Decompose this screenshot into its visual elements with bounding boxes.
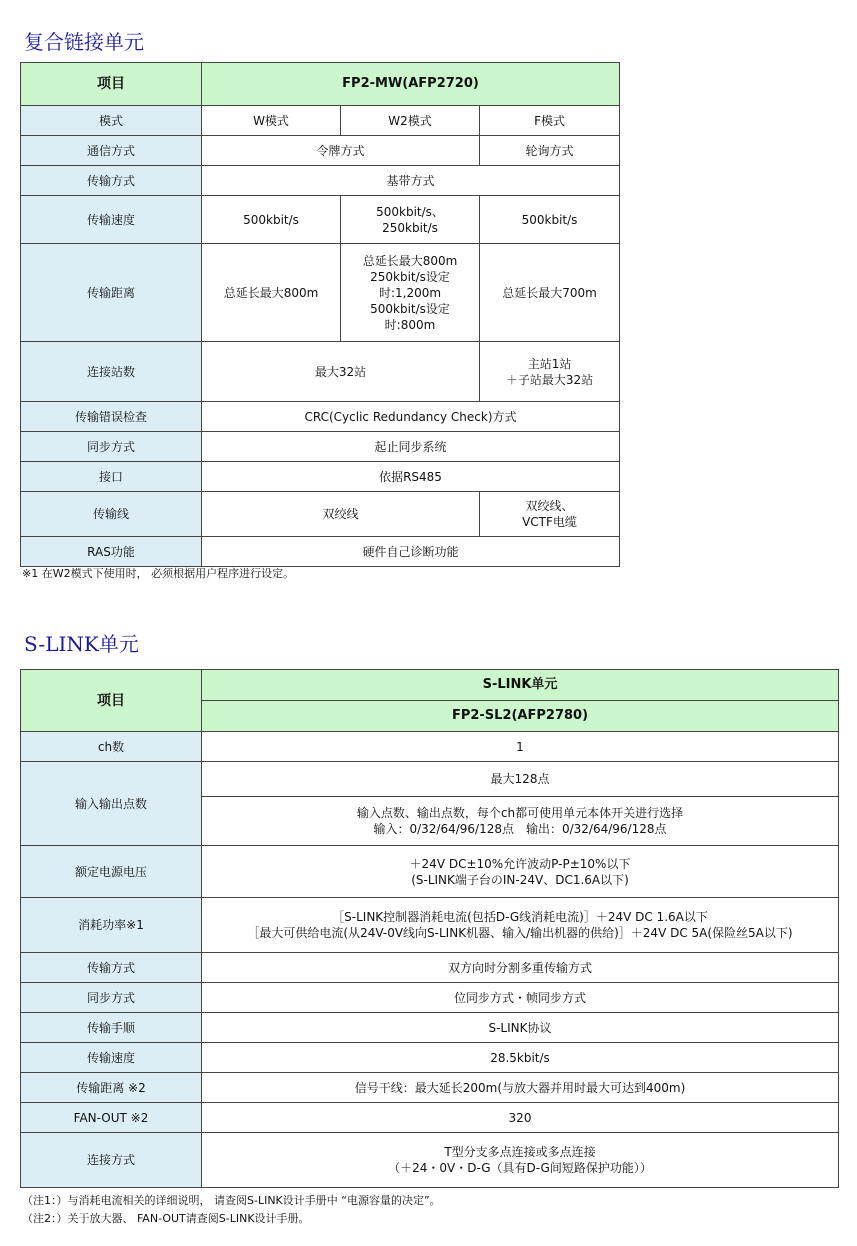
row-label: RAS功能 (21, 537, 202, 567)
cell-value: 信号干线：最大延长200m(与放大器并用时最大可达到400m) (202, 1073, 839, 1103)
cell-value: 最大128点 (202, 762, 839, 797)
cell-value: S-LINK协议 (202, 1013, 839, 1043)
cell-value: 500kbit/s (202, 196, 341, 244)
cell-value: 位同步方式・帧同步方式 (202, 983, 839, 1013)
table-row (21, 342, 620, 402)
footnote: ※1 在W2模式下使用时， 必须根据用户程序进行设定。 (22, 567, 295, 580)
cell-value: 主站1站 ＋子站最大32站 (480, 342, 620, 402)
row-label: 模式 (21, 106, 202, 136)
row-label: 连接站数 (21, 342, 202, 402)
cell-value: 硬件自己诊断功能 (202, 537, 620, 567)
table-row (21, 1013, 839, 1043)
cell-value: 依据RS485 (202, 462, 620, 492)
table-row (21, 244, 620, 342)
table-row (21, 136, 620, 166)
header-item: 项目 (21, 63, 202, 106)
footnote-1: （注1：）与消耗电流相关的详细说明， 请查阅S-LINK设计手册中 “电源容量的决定”。 (22, 1194, 441, 1207)
row-label: 传输速度 (21, 1043, 202, 1073)
table-row (21, 432, 620, 462)
row-label: 同步方式 (21, 983, 202, 1013)
cell-value: 双绞线、 VCTF电缆 (480, 492, 620, 537)
cell-value: 最大32站 (202, 342, 480, 402)
table-row (21, 732, 839, 762)
table-row (21, 106, 620, 136)
table-header-row (21, 670, 839, 701)
row-label: 传输方式 (21, 166, 202, 196)
cell-value: 双方向时分割多重传输方式 (202, 953, 839, 983)
cell-value: 基带方式 (202, 166, 620, 196)
cell-value: 总延长最大800m (202, 244, 341, 342)
cell-value: 1 (202, 732, 839, 762)
table-row (21, 166, 620, 196)
cell-value: 总延长最大800m 250kbit/s设定 时:1,200m 500kbit/s设定 时:800m (341, 244, 480, 342)
table-row (21, 402, 620, 432)
table-row (21, 953, 839, 983)
row-label: 传输手顺 (21, 1013, 202, 1043)
row-label: 传输速度 (21, 196, 202, 244)
row-label: 传输距离 ※2 (21, 1073, 202, 1103)
header-model: FP2-SL2(AFP2780) (202, 701, 839, 732)
table-row (21, 1073, 839, 1103)
table-row (21, 1103, 839, 1133)
cell-value: ＋24V DC±10%允许波动P-P±10%以下 (S-LINK端子台のIN-24V、DC1.6A以下) (202, 846, 839, 898)
table-row (21, 846, 839, 898)
s-link-spec-table (20, 669, 839, 1188)
footnote-2: （注2：）关于放大器、 FAN-OUT请查阅S-LINK设计手册。 (22, 1212, 310, 1225)
cell-value: F模式 (480, 106, 620, 136)
cell-value: 轮询方式 (480, 136, 620, 166)
cell-value: 输入点数、输出点数，每个ch都可使用单元本体开关进行选择 输入：0/32/64/96/128点 输出：0/32/64/96/128点 (202, 797, 839, 846)
cell-value: W模式 (202, 106, 341, 136)
cell-value: CRC(Cyclic Redundancy Check)方式 (202, 402, 620, 432)
header-item: 项目 (21, 670, 202, 732)
table-row (21, 1043, 839, 1073)
cell-value: 双绞线 (202, 492, 480, 537)
section-title-s-link: S-LINK单元 (24, 632, 139, 656)
cell-value: T型分支多点连接或多点连接 （＋24・0V・D-G（具有D-G间短路保护功能）） (202, 1133, 839, 1188)
table-row (21, 762, 839, 797)
cell-value: ［S-LINK控制器消耗电流(包括D-G线消耗电流)］＋24V DC 1.6A以下 ［最大可供给电流(从24V-0V线向S-LINK机器、输入/输出机器的供给)］＋24V DC 5A(保险丝5A以下) (202, 898, 839, 953)
header-unit: S-LINK单元 (202, 670, 839, 701)
composite-link-spec-table (20, 62, 620, 567)
cell-value: W2模式 (341, 106, 480, 136)
row-label: 同步方式 (21, 432, 202, 462)
row-label: 额定电源电压 (21, 846, 202, 898)
cell-value: 500kbit/s (480, 196, 620, 244)
row-label: 传输错误检查 (21, 402, 202, 432)
row-label: 传输方式 (21, 953, 202, 983)
table-header-row (21, 63, 620, 106)
row-label: 连接方式 (21, 1133, 202, 1188)
table-row (21, 983, 839, 1013)
row-label: ch数 (21, 732, 202, 762)
header-model: FP2-MW(AFP2720) (202, 63, 620, 106)
cell-value: 令牌方式 (202, 136, 480, 166)
row-label: 消耗功率※1 (21, 898, 202, 953)
cell-value: 起止同步系统 (202, 432, 620, 462)
cell-value: 500kbit/s、 250kbit/s (341, 196, 480, 244)
row-label: 传输线 (21, 492, 202, 537)
table-row (21, 492, 620, 537)
section-title-composite-link: 复合链接单元 (24, 30, 144, 54)
table-row (21, 537, 620, 567)
cell-value: 总延长最大700m (480, 244, 620, 342)
table-row (21, 462, 620, 492)
row-label: 通信方式 (21, 136, 202, 166)
cell-value: 320 (202, 1103, 839, 1133)
row-label: FAN-OUT ※2 (21, 1103, 202, 1133)
row-label: 传输距离 (21, 244, 202, 342)
row-label: 输入输出点数 (21, 762, 202, 846)
table-row (21, 898, 839, 953)
table-row (21, 196, 620, 244)
table-row (21, 1133, 839, 1188)
cell-value: 28.5kbit/s (202, 1043, 839, 1073)
row-label: 接口 (21, 462, 202, 492)
